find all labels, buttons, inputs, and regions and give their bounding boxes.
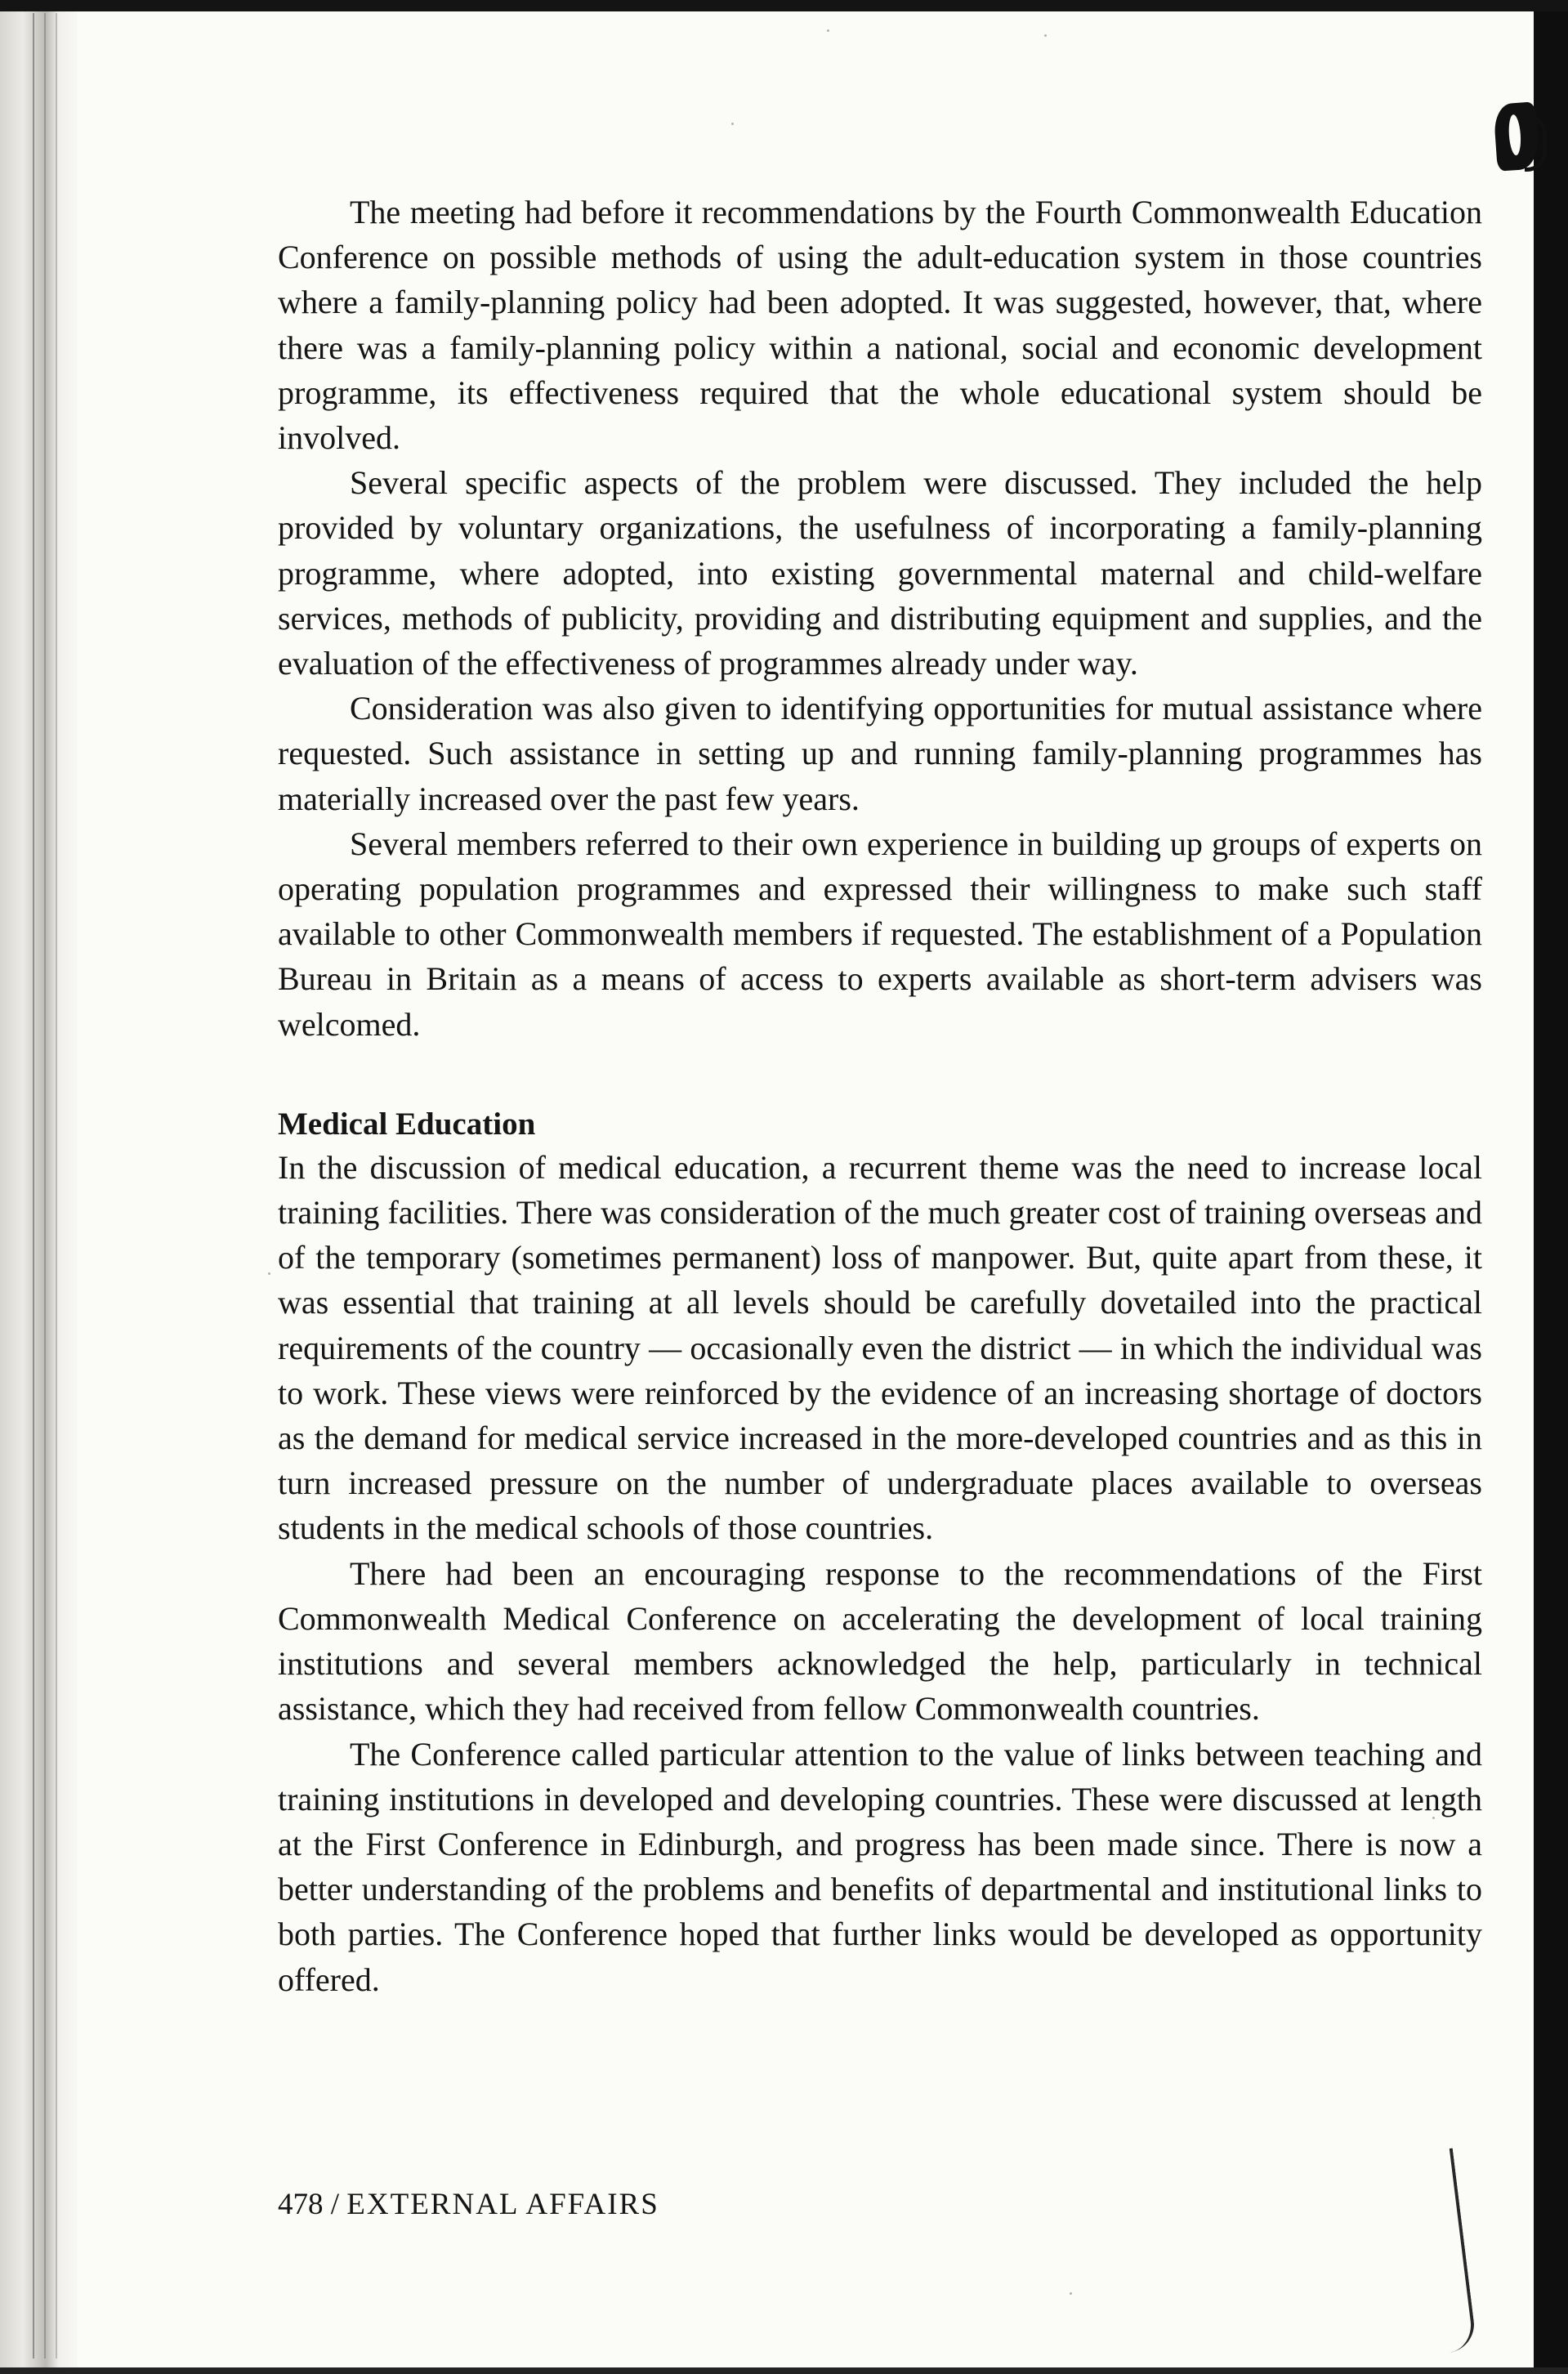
body-paragraph: Several specific aspects of the problem were discussed. They included the help provided by voluntary organizations, the usefulness of incorporating a family-planning programme, where adopted, into existing governmental maternal and child-welfare services, methods of publicity, providing and distributing equipment and supplies, and the evaluation of the effectiveness of programmes already under way. [278, 464, 1482, 682]
section-heading: Medical Education [278, 1106, 536, 1142]
publication-title: EXTERNAL AFFAIRS [346, 2188, 659, 2221]
right-scan-edge [1534, 11, 1568, 2374]
footer-separator: / [330, 2188, 340, 2221]
section-paragraph: There had been an encouraging response to the recommendations of the First Commonwealth Medical Conference on accelerating the development of local training institutions and several members acknowledged the help, particularly in technical assistance, which they had received from fellow Commonwealth countries. [278, 1554, 1482, 1728]
scan-speck [1044, 34, 1047, 37]
body-paragraph: The meeting had before it recommendations by the Fourth Commonwealth Education Conference on possible methods of using the adult-education system in those countries where a family-planning policy had been adopted. It was suggested, however, that, where there was a family-planning policy within a national, social and economic development programme, its effectiveness required that the whole educational system should be involved. [278, 194, 1482, 457]
scan-speck [731, 123, 734, 125]
page-number: 478 [278, 2188, 324, 2221]
bottom-scan-edge [0, 2367, 1568, 2374]
page-footer [278, 2184, 659, 2225]
handwritten-pen-stroke [1420, 2148, 1477, 2353]
spine-line [44, 13, 46, 2358]
spine-line [56, 13, 57, 2358]
scan-speck [268, 1272, 270, 1275]
scan-speck [1070, 2292, 1072, 2295]
body-paragraph: Several members referred to their own experience in building up groups of experts on operating population programmes and expressed their willingness to make such staff available to other Commonwealth members if requested. The establishment of a Population Bureau in Britain as a means of access to experts available as short-term advisers was welcomed. [278, 825, 1482, 1043]
top-scan-edge [0, 0, 1568, 11]
section-paragraph: In the discussion of medical education, a recurrent theme was the need to increase local training facilities. There was consideration of the much greater cost of training overseas and of the temporary (sometimes permanent) loss of manpower. But, quite apart from these, it was essential that training at all levels should be carefully dovetailed into the practical requirements of the country — occasionally even the district — in which the individual was to work. These views were reinforced by the evidence of an increasing shortage of doctors as the demand for medical service increased in the more-developed countries and as this in turn increased pressure on the number of undergraduate places available to overseas students in the medical schools of those countries. [278, 1148, 1482, 1547]
spine-line [33, 13, 34, 2358]
body-paragraph: Consideration was also given to identifying opportunities for mutual assistance where requested. Such assistance in setting up and running family-planning programmes has materially increased over the past few years. [278, 690, 1482, 817]
section-paragraph: The Conference called particular attention to the value of links between teaching and training institutions in developed and developing countries. These were discussed at length at the First Conference in Edinburgh, and progress has been made since. There is now a better understanding of the problems and benefits of departmental and institutional links to both parties. The Conference hoped that further links would be developed as opportunity offered. [278, 1735, 1482, 1998]
document-content [278, 190, 1482, 2002]
scan-speck [827, 29, 829, 32]
book-spine-shadow [0, 0, 78, 2374]
